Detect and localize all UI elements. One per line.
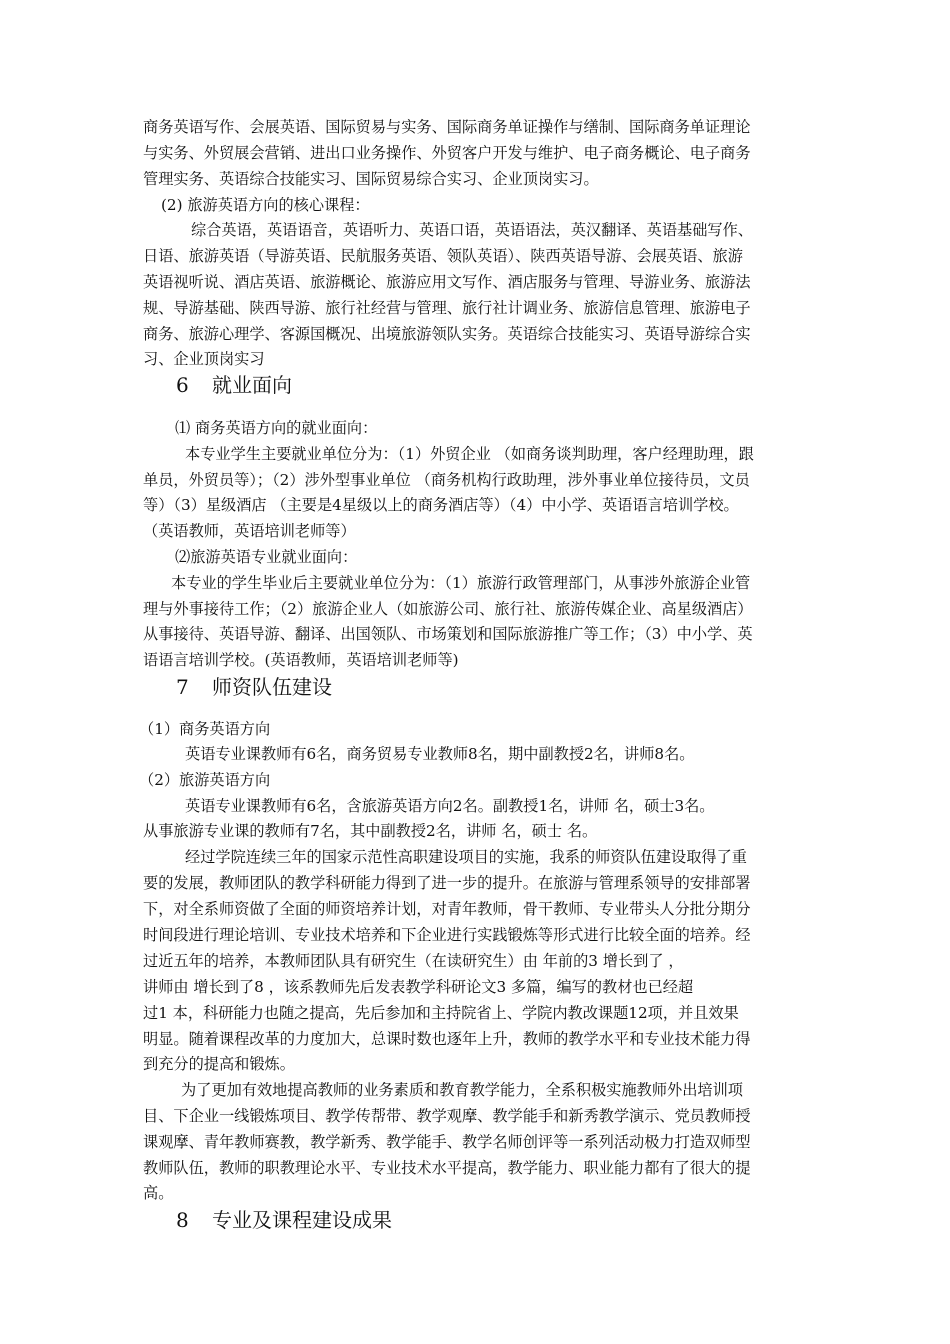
body-line: 本专业的学生毕业后主要就业单位分为：（1）旅游行政管理部门，从事涉外旅游企业管	[171, 574, 751, 592]
section-heading-6	[176, 371, 292, 399]
body-line: 单员，外贸员等）；（2）涉外型事业单位 （商务机构行政助理，涉外事业单位接待员，文员	[143, 471, 750, 489]
body-line: 商务、旅游心理学、客源国概况、出境旅游领队实务。英语综合技能实习、英语导游综合实	[143, 325, 751, 343]
section-title: 师资队伍建设	[212, 675, 332, 699]
body-line: 本专业学生主要就业单位分为：（1）外贸企业 （如商务谈判助理，客户经理助理，跟	[185, 445, 754, 463]
section-number: 6	[176, 373, 189, 397]
body-line: 商务英语写作、会展英语、国际贸易与实务、国际商务单证操作与缮制、国际商务单证理论	[143, 118, 751, 136]
section-heading-7	[176, 673, 332, 701]
body-line: 英语专业课教师有6名，商务贸易专业教师8名，期中副教授2名，讲师8名。	[185, 745, 695, 763]
body-line: 过近五年的培养，本教师团队具有研究生（在读研究生）由 年前的3 增长到了 ，	[143, 952, 684, 970]
body-line: 综合英语，英语语音，英语听力、英语口语，英语语法，英汉翻译、英语基础写作、	[191, 221, 753, 239]
body-line: 等）（3）星级酒店 （主要是4星级以上的商务酒店等）（4）中小学、英语语言培训学校。	[143, 496, 739, 514]
body-line: 语语言培训学校。(英语教师，英语培训老师等)	[143, 651, 459, 669]
section-number: 7	[176, 675, 189, 699]
subsection-heading: (2) 旅游英语方向的核心课程：	[161, 196, 370, 214]
body-line: （英语教师，英语培训老师等）	[143, 522, 356, 540]
body-line: 英语专业课教师有6名，含旅游英语方向2名。副教授1名，讲师 名，硕士3名。	[185, 797, 715, 815]
body-line: 课观摩、青年教师赛教，教学新秀、教学能手、教学名师创评等一系列活动极力打造双师型	[143, 1133, 751, 1151]
section-heading-8	[176, 1206, 392, 1234]
body-line: 到充分的提高和锻炼。	[143, 1055, 295, 1073]
section-title: 就业面向	[212, 373, 292, 397]
body-line: 目、下企业一线锻炼项目、教学传帮带、教学观摩、教学能手和新秀教学演示、党员教师授	[143, 1107, 751, 1125]
body-line: 与实务、外贸展会营销、进出口业务操作、外贸客户开发与维护、电子商务概论、电子商务	[143, 144, 751, 162]
section-number: 8	[176, 1208, 189, 1232]
body-line: 从事接待、英语导游、翻译、出国领队、市场策划和国际旅游推广等工作；（3）中小学、英	[143, 625, 753, 643]
body-line: 理与外事接待工作；（2）旅游企业人（如旅游公司、旅行社、旅游传媒企业、高星级酒店）	[143, 600, 753, 618]
body-line: 习、企业顶岗实习	[143, 350, 265, 368]
subsection-heading: （2）旅游英语方向	[139, 771, 271, 789]
body-line: 从事旅游专业课的教师有7名，其中副教授2名，讲师 名，硕士 名。	[143, 822, 598, 840]
body-line: 经过学院连续三年的国家示范性高职建设项目的实施，我系的师资队伍建设取得了重	[185, 848, 747, 866]
subsection-heading: ⑵旅游英语专业就业面向：	[175, 548, 358, 566]
body-line: 过1 本，科研能力也随之提高，先后参加和主持院省上、学院内教改课题12项，并且效果	[143, 1004, 739, 1022]
body-line: 下，对全系师资做了全面的师资培养计划，对青年教师，骨干教师、专业带头人分批分期分	[143, 900, 751, 918]
body-line: 明显。随着课程改革的力度加大，总课时数也逐年上升，教师的教学水平和专业技术能力得	[143, 1030, 751, 1048]
body-line: 英语视听说、酒店英语、旅游概论、旅游应用文写作、酒店服务与管理、导游业务、旅游法	[143, 273, 751, 291]
body-line: 时间段进行理论培训、专业技术培养和下企业进行实践锻炼等形式进行比较全面的培养。经	[143, 926, 751, 944]
subsection-heading: ⑴ 商务英语方向的就业面向：	[175, 419, 378, 437]
body-line: 高。	[143, 1184, 174, 1202]
body-line: 日语、旅游英语（导游英语、民航服务英语、领队英语）、陕西英语导游、会展英语、旅游	[143, 247, 743, 265]
section-title: 专业及课程建设成果	[212, 1208, 392, 1232]
body-line: 规、导游基础、陕西导游、旅行社经营与管理、旅行社计调业务、旅游信息管理、旅游电子	[143, 299, 751, 317]
body-line: 教师队伍，教师的职教理论水平、专业技术水平提高，教学能力、职业能力都有了很大的提	[143, 1159, 751, 1177]
body-line: 讲师由 增长到了8 ，该系教师先后发表教学科研论文3 多篇，编写的教材也已经超	[143, 978, 694, 996]
subsection-heading: （1）商务英语方向	[139, 720, 271, 738]
body-line: 管理实务、英语综合技能实习、国际贸易综合实习、企业顶岗实习。	[143, 170, 599, 188]
body-line: 为了更加有效地提高教师的业务素质和教育教学能力，全系积极实施教师外出培训项	[181, 1081, 743, 1099]
body-line: 要的发展，教师团队的教学科研能力得到了进一步的提升。在旅游与管理系领导的安排部署	[143, 874, 751, 892]
